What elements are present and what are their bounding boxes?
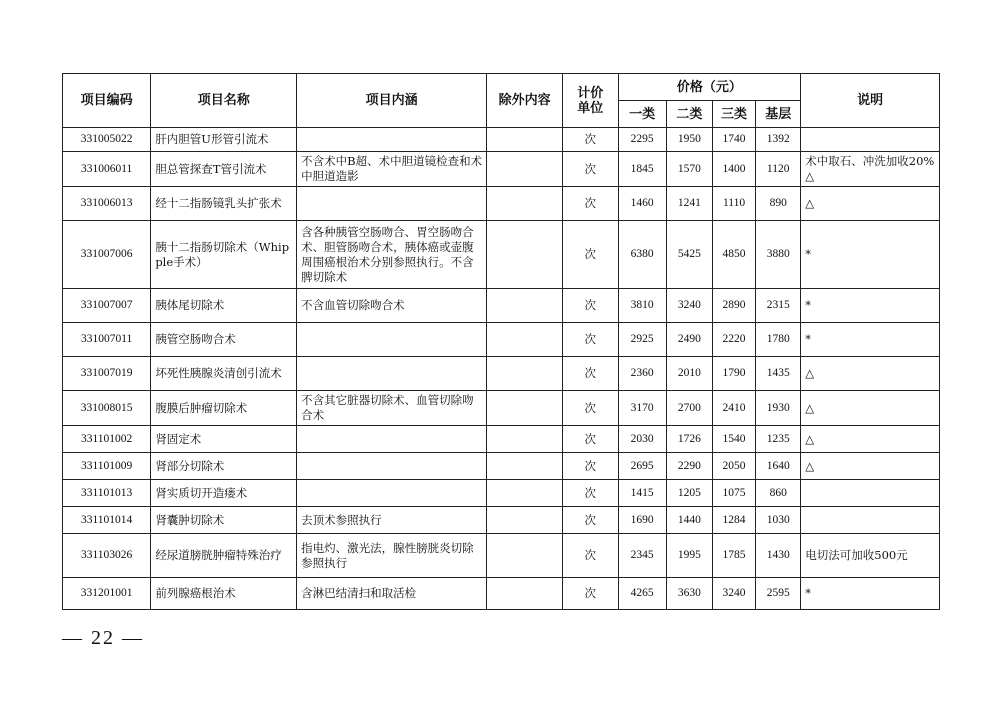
price-level4: 1640 (756, 453, 801, 480)
item-content: 不含术中B超、术中胆道镜检查和术中胆道造影 (297, 152, 487, 187)
item-exclusion (487, 426, 563, 453)
item-name: 胆总管探查T管引流术 (151, 152, 297, 187)
item-note: △ (801, 187, 940, 221)
item-code: 331103026 (63, 534, 151, 578)
price-level1: 2295 (618, 128, 666, 152)
item-note (801, 507, 940, 534)
price-level4: 1930 (756, 391, 801, 426)
price-level2: 2490 (666, 323, 712, 357)
price-level4: 860 (756, 480, 801, 507)
item-exclusion (487, 221, 563, 289)
price-level1: 2030 (618, 426, 666, 453)
item-content: 指电灼、激光法，腺性膀胱炎切除参照执行 (297, 534, 487, 578)
price-level4: 1030 (756, 507, 801, 534)
item-name: 胰管空肠吻合术 (151, 323, 297, 357)
header-name: 项目名称 (151, 74, 297, 128)
price-level1: 2695 (618, 453, 666, 480)
table-row (63, 534, 940, 578)
price-level3: 1540 (712, 426, 755, 453)
item-note: △ (801, 426, 940, 453)
price-level4: 3880 (756, 221, 801, 289)
item-name: 坏死性胰腺炎清创引流术 (151, 357, 297, 391)
table-row (63, 128, 940, 152)
price-level1: 3170 (618, 391, 666, 426)
table-row (63, 391, 940, 426)
item-content (297, 426, 487, 453)
price-level4: 890 (756, 187, 801, 221)
header-unit: 计价单位 (563, 74, 618, 128)
table-row (63, 187, 940, 221)
item-note: △ (801, 453, 940, 480)
table-row (63, 578, 940, 610)
item-unit: 次 (563, 391, 618, 426)
price-level1: 1690 (618, 507, 666, 534)
fee-table (62, 73, 940, 610)
item-unit: 次 (563, 187, 618, 221)
table-row (63, 289, 940, 323)
item-exclusion (487, 391, 563, 426)
price-level3: 1284 (712, 507, 755, 534)
price-level1: 4265 (618, 578, 666, 610)
item-exclusion (487, 289, 563, 323)
item-exclusion (487, 480, 563, 507)
item-code: 331201001 (63, 578, 151, 610)
item-unit: 次 (563, 323, 618, 357)
price-level2: 2010 (666, 357, 712, 391)
price-level2: 1950 (666, 128, 712, 152)
item-code: 331008015 (63, 391, 151, 426)
price-level1: 2345 (618, 534, 666, 578)
price-level2: 1570 (666, 152, 712, 187)
table-row (63, 357, 940, 391)
item-name: 肝内胆管U形管引流术 (151, 128, 297, 152)
header-level3: 三类 (712, 101, 755, 128)
item-unit: 次 (563, 426, 618, 453)
page-number: — 22 — (62, 627, 144, 649)
header-level2: 二类 (666, 101, 712, 128)
price-level4: 1392 (756, 128, 801, 152)
item-exclusion (487, 357, 563, 391)
price-level2: 1995 (666, 534, 712, 578)
item-name: 肾囊肿切除术 (151, 507, 297, 534)
header-level1: 一类 (618, 101, 666, 128)
item-note: △ (801, 357, 940, 391)
price-level2: 3240 (666, 289, 712, 323)
table-row (63, 323, 940, 357)
price-level2: 1440 (666, 507, 712, 534)
item-note: * (801, 289, 940, 323)
item-name: 肾固定术 (151, 426, 297, 453)
price-level4: 1235 (756, 426, 801, 453)
item-code: 331007007 (63, 289, 151, 323)
item-exclusion (487, 507, 563, 534)
header-level4: 基层 (756, 101, 801, 128)
price-level1: 2360 (618, 357, 666, 391)
item-unit: 次 (563, 480, 618, 507)
price-level1: 1415 (618, 480, 666, 507)
price-level3: 2050 (712, 453, 755, 480)
item-content (297, 128, 487, 152)
item-name: 肾实质切开造瘘术 (151, 480, 297, 507)
item-code: 331101013 (63, 480, 151, 507)
table-row (63, 480, 940, 507)
item-code: 331005022 (63, 128, 151, 152)
item-name: 经十二指肠镜乳头扩张术 (151, 187, 297, 221)
price-level3: 1790 (712, 357, 755, 391)
item-unit: 次 (563, 128, 618, 152)
item-name: 前列腺癌根治术 (151, 578, 297, 610)
item-code: 331006011 (63, 152, 151, 187)
table-row (63, 426, 940, 453)
item-code: 331007011 (63, 323, 151, 357)
price-level4: 1780 (756, 323, 801, 357)
price-level4: 1435 (756, 357, 801, 391)
item-note (801, 480, 940, 507)
item-note: 电切法可加收500元 (801, 534, 940, 578)
price-level1: 1460 (618, 187, 666, 221)
item-content (297, 357, 487, 391)
item-exclusion (487, 128, 563, 152)
item-content: 去顶术参照执行 (297, 507, 487, 534)
item-name: 肾部分切除术 (151, 453, 297, 480)
price-level4: 1120 (756, 152, 801, 187)
price-level4: 2315 (756, 289, 801, 323)
price-level3: 1740 (712, 128, 755, 152)
item-exclusion (487, 152, 563, 187)
item-unit: 次 (563, 357, 618, 391)
item-note: 术中取石、冲洗加收20% △ (801, 152, 940, 187)
item-unit: 次 (563, 289, 618, 323)
item-code: 331007006 (63, 221, 151, 289)
item-unit: 次 (563, 578, 618, 610)
item-unit: 次 (563, 152, 618, 187)
item-code: 331101009 (63, 453, 151, 480)
item-name: 胰十二指肠切除术（Whipple手术） (151, 221, 297, 289)
item-name: 腹膜后肿瘤切除术 (151, 391, 297, 426)
price-level3: 1400 (712, 152, 755, 187)
item-note: △ (801, 391, 940, 426)
fee-table-body (63, 128, 940, 610)
item-content: 不含血管切除吻合术 (297, 289, 487, 323)
price-level2: 1241 (666, 187, 712, 221)
item-code: 331007019 (63, 357, 151, 391)
item-content: 不含其它脏器切除术、血管切除吻合术 (297, 391, 487, 426)
header-note: 说明 (801, 74, 940, 128)
item-note (801, 128, 940, 152)
item-exclusion (487, 578, 563, 610)
item-name: 经尿道膀胱肿瘤特殊治疗 (151, 534, 297, 578)
item-content: 含各种胰管空肠吻合、胃空肠吻合术、胆管肠吻合术，胰体癌或壶腹周围癌根治术分别参照执行。不含脾切除术 (297, 221, 487, 289)
header-exclusion: 除外内容 (487, 74, 563, 128)
table-row (63, 221, 940, 289)
item-exclusion (487, 323, 563, 357)
price-level2: 2700 (666, 391, 712, 426)
table-row (63, 507, 940, 534)
item-code: 331101014 (63, 507, 151, 534)
price-level3: 1110 (712, 187, 755, 221)
price-level3: 2890 (712, 289, 755, 323)
item-unit: 次 (563, 221, 618, 289)
price-level4: 2595 (756, 578, 801, 610)
price-level2: 1205 (666, 480, 712, 507)
table-row (63, 453, 940, 480)
price-level4: 1430 (756, 534, 801, 578)
item-name: 胰体尾切除术 (151, 289, 297, 323)
item-unit: 次 (563, 507, 618, 534)
item-content (297, 480, 487, 507)
price-level3: 1075 (712, 480, 755, 507)
price-level3: 1785 (712, 534, 755, 578)
item-note: * (801, 221, 940, 289)
item-exclusion (487, 453, 563, 480)
price-level2: 2290 (666, 453, 712, 480)
price-level3: 4850 (712, 221, 755, 289)
item-exclusion (487, 187, 563, 221)
item-content (297, 187, 487, 221)
price-level2: 1726 (666, 426, 712, 453)
price-level2: 3630 (666, 578, 712, 610)
table-row (63, 152, 940, 187)
header-price: 价格（元） (618, 74, 801, 101)
item-code: 331006013 (63, 187, 151, 221)
price-level3: 3240 (712, 578, 755, 610)
item-content (297, 453, 487, 480)
item-unit: 次 (563, 453, 618, 480)
price-level1: 2925 (618, 323, 666, 357)
item-content (297, 323, 487, 357)
item-exclusion (487, 534, 563, 578)
price-level3: 2410 (712, 391, 755, 426)
price-level1: 6380 (618, 221, 666, 289)
price-level1: 3810 (618, 289, 666, 323)
item-note: * (801, 323, 940, 357)
price-level2: 5425 (666, 221, 712, 289)
item-code: 331101002 (63, 426, 151, 453)
price-level3: 2220 (712, 323, 755, 357)
header-code: 项目编码 (63, 74, 151, 128)
item-unit: 次 (563, 534, 618, 578)
header-content: 项目内涵 (297, 74, 487, 128)
item-content: 含淋巴结清扫和取活检 (297, 578, 487, 610)
item-note: * (801, 578, 940, 610)
price-level1: 1845 (618, 152, 666, 187)
